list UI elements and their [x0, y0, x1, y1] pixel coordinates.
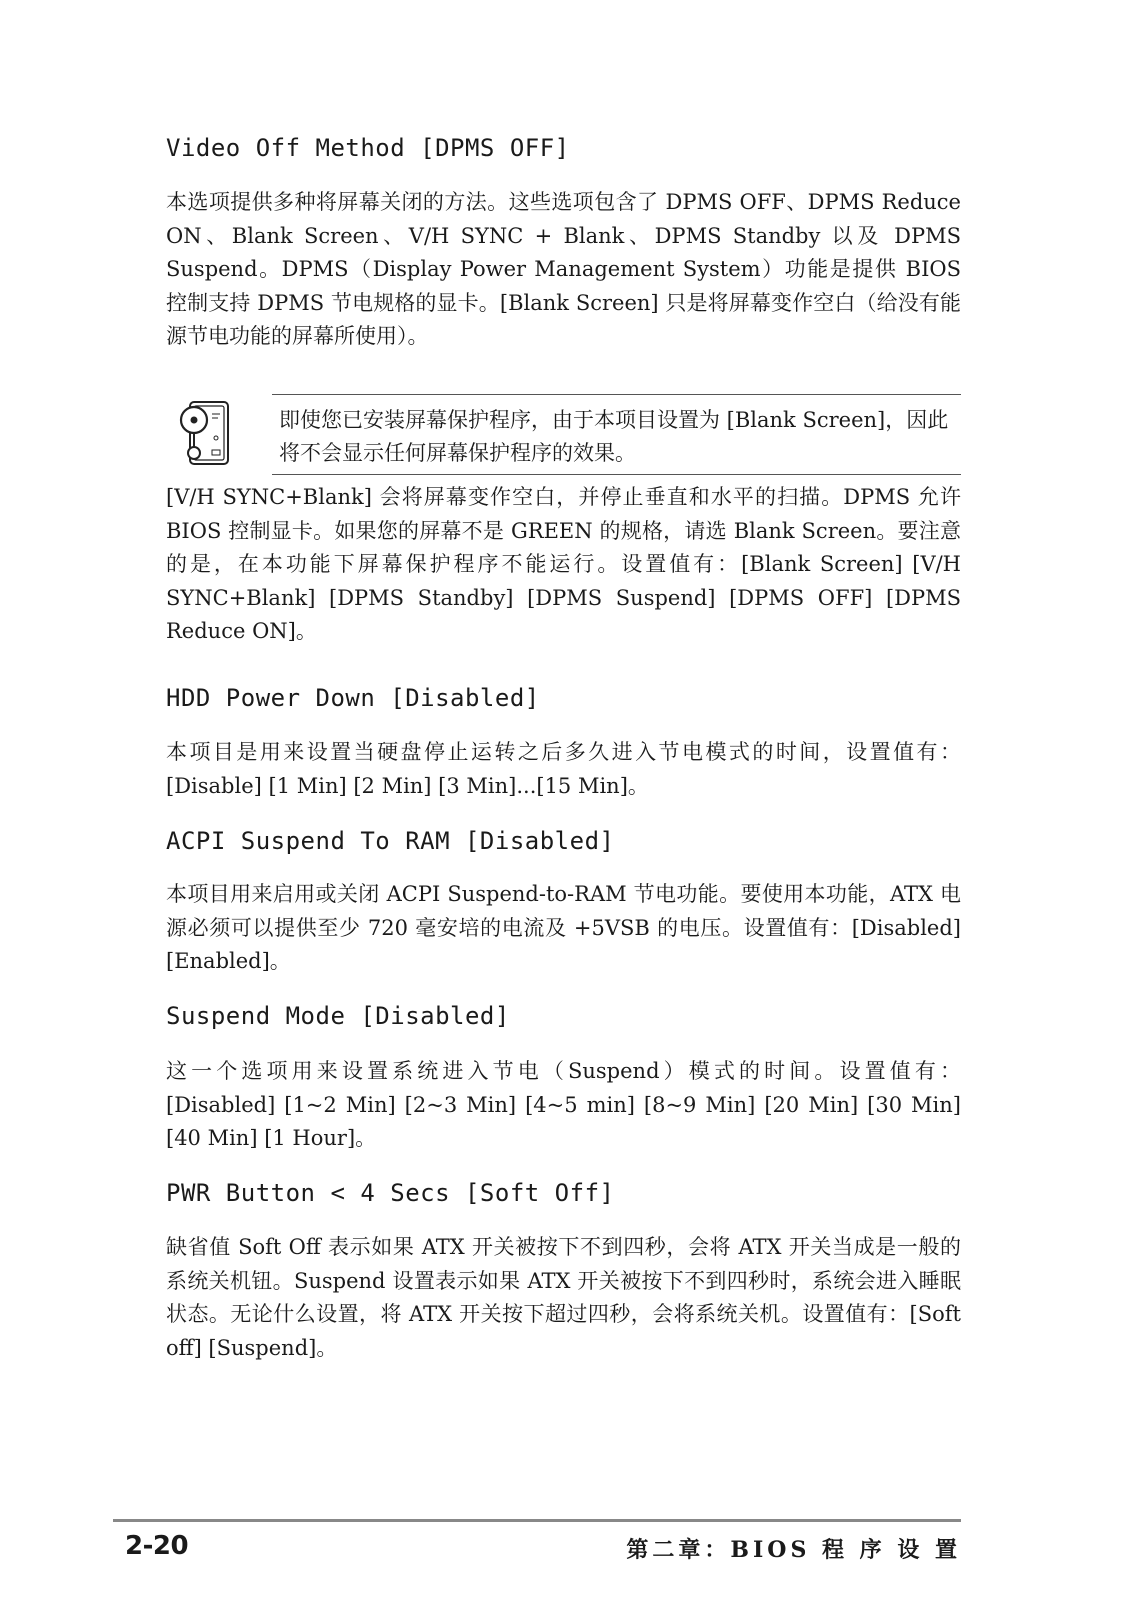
chapter-title: 第二章：BIOS 程 序 设 置 — [626, 1537, 961, 1563]
section-heading-acpi-suspend-to-ram: ACPI Suspend To RAM [Disabled] — [166, 827, 615, 855]
section-body-video-off-method-continued: [V/H SYNC+Blank] 会将屏幕变作空白，并停止垂直和水平的扫描。DPMS 允许 BIOS 控制显卡。如果您的屏幕不是 GREEN 的规格，请选 Blank Screen。要注意的是，在本功能下屏幕保护程序不能运行。设置值有：[Blank Screen] [V/H SYNC+Blank] [DPMS Standby] [DPMS Suspend] [DPMS OFF] [DPMS Reduce ON]。 — [166, 485, 961, 643]
section-body-suspend-mode: 这一个选项用来设置系统进入节电（Suspend）模式的时间。设置值有： [Disabled] [1~2 Min] [2~3 Min] [4~5 min] [8~9 Min] [20 Min] [30 Min] [40 Min] [1 Hour]。 — [166, 1059, 961, 1150]
section-heading-pwr-button: PWR Button < 4 Secs [Soft Off] — [166, 1179, 615, 1207]
bios-chip-icon — [172, 398, 234, 472]
section-body-pwr-button: 缺省值 Soft Off 表示如果 ATX 开关被按下不到四秒，会将 ATX 开关当成是一般的系统关机钮。Suspend 设置表示如果 ATX 开关被按下不到四秒时，系统会进入睡眠状态。无论什么设置，将 ATX 开关按下超过四秒，会将系统关机。设置值有：[Soft off] [Suspend]。 — [166, 1235, 961, 1360]
section-body-acpi-suspend-to-ram: 本项目用来启用或关闭 ACPI Suspend-to-RAM 节电功能。要使用本功能，ATX 电源必须可以提供至少 720 毫安培的电流及 +5VSB 的电压。设置值有：[Disabled] [Enabled]。 — [166, 882, 961, 973]
section-body-video-off-method: 本选项提供多种将屏幕关闭的方法。这些选项包含了 DPMS OFF、DPMS Reduce ON、Blank Screen、V/H SYNC + Blank、DPMS Standby 以及 DPMS Suspend。DPMS（Display Power Management System）功能是提供 BIOS 控制支持 DPMS 节电规格的显卡。[Blank Screen] 只是将屏幕变作空白（给没有能源节电功能的屏幕所使用）。 — [166, 190, 961, 348]
section-heading-suspend-mode: Suspend Mode [Disabled] — [166, 1002, 510, 1030]
page-number: 2-20 — [125, 1531, 189, 1561]
footer-rule — [113, 1519, 961, 1522]
note-text: 即使您已安装屏幕保护程序，由于本项目设置为 [Blank Screen]，因此将不会显示任何屏幕保护程序的效果。 — [279, 408, 949, 465]
note-top-rule — [272, 394, 961, 395]
section-heading-hdd-power-down: HDD Power Down [Disabled] — [166, 684, 540, 712]
note-box — [166, 394, 961, 476]
note-bottom-rule — [272, 474, 961, 475]
section-body-hdd-power-down: 本项目是用来设置当硬盘停止运转之后多久进入节电模式的时间，设置值有：[Disable] [1 Min] [2 Min] [3 Min]...[15 Min]。 — [166, 740, 961, 798]
section-heading-video-off-method: Video Off Method [DPMS OFF] — [166, 134, 570, 162]
